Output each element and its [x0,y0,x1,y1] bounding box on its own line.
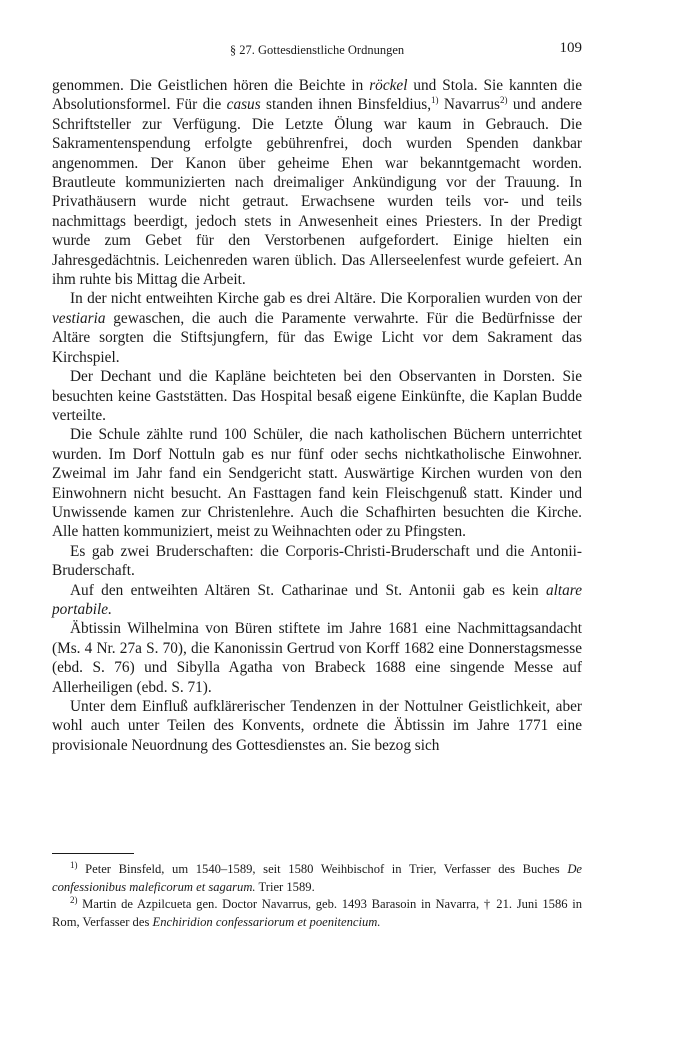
text-run: In der nicht entweihten Kirche gab es drei Altäre. Die Korporalien wurden von der [70,290,582,308]
paragraph [52,425,582,541]
footnotes [52,861,582,931]
text-run: und andere Schriftsteller zur Verfügung. Die Letzte Ölung war kaum in Gebrauch. Die Sakramentenspendung erfolgte gebührenfrei, doch wurden Spenden dankbar angenommen. Der Kanon über geheime Ehen war bekanntgemacht worden. Brautleute kommunizierten nach dreimaliger Ankündigung vor der Trauung. In Privathäusern wurde nicht getraut. Erwachsene wurden teils vor- und teils nachmittags beerdigt, jedoch stets in Anwesenheit eines Priesters. In der Predigt wurde zum Gebet für den Verstorbenen aufgefordert. Einige hielten ein Jahresgedächtnis. Leichenreden waren üblich. Das Allerseelenfest wurde gefeiert. An ihm ruhte bis Mittag die Arbeit. [52,96,582,289]
body-text [52,76,582,755]
text-run: Es gab zwei Bruderschaften: die Corporis-Christi-Bruderschaft und die Antonii-Bruderschaft. [52,542,582,580]
italic-text: altare portabile. [52,581,582,618]
italic-text: röckel [369,77,408,94]
text-run: Navarrus [438,96,500,114]
footnote-marker: 1) [70,859,78,870]
text-run: Die Schule zählte rund 100 Schüler, die nach katholischen Büchern unterrichtet wurden. Im Dorf Nottuln gab es nur fünf oder sechs nichtkatholische Einwohner. Zweimal im Jahr fand ein Sendgericht statt. Auswärtige Kirchen wurden von den Einwohnern nicht besucht. An Fasttagen fand kein Fleischgenuß statt. Kinder und Unwissende kamen zur Christenlehre. Auch die Schafhirten besuchten die Kirche. Alle hatten kommuniziert, meist zu Weihnachten oder zu Pfingsten. [52,426,582,541]
text-run: Der Dechant und die Kapläne beichteten bei den Observanten in Dorsten. Sie besuchten keine Gaststätten. Das Hospital besaß eigene Einkünfte, die Kaplan Budde verteilte. [52,368,582,424]
footnote [52,861,582,896]
paragraph [52,367,582,425]
paragraph [52,76,582,289]
footnote-marker: 2) [70,894,78,905]
text-run: Trier 1589. [255,879,315,894]
footnote [52,896,582,931]
text-run: und Stola. Sie kannten die Absolutionsformel. Für die [52,77,582,114]
page-number: 109 [559,40,582,56]
italic-text: vestiaria [52,309,106,327]
text-run: Äbtissin Wilhelmina von Büren stiftete im Jahre 1681 eine Nachmittagsandacht (Ms. 4 Nr. 27a S. 70), die Kanonissin Gertrud von Korff 1682 eine Donnerstagsmesse (ebd. S. 76) und Sibylla Agatha von Brabeck 1688 eine singende Messe auf Allerheiligen (ebd. S. 71). [52,620,582,696]
running-header [52,40,582,62]
text-run: standen ihnen Binsfeldius, [260,96,432,114]
italic-text: De confessionibus maleficorum et sagarum. [52,862,582,894]
text-run: Unter dem Einfluß aufklärerischer Tendenzen in der Nottulner Geistlichkeit, aber wohl auch unter Teilen des Konvents, ordnete die Äbtissin im Jahre 1771 eine provisionale Neuordnung des Gottesdienstes an. Sie bezog sich [52,698,582,754]
paragraph [52,289,582,367]
text-run: Martin de Azpilcueta gen. Doctor Navarrus, geb. 1493 Barasoin in Navarra, † 21. Juni 1586 in Rom, Verfasser des [52,897,582,929]
paragraph [52,619,582,697]
text-run: Auf den entweihten Altären St. Catharinae und St. Antonii gab es kein [70,581,547,599]
paragraph [52,697,582,755]
footnote-marker: 2) [500,95,508,106]
text-run: genommen. Die Geistlichen hören die Beichte in [52,77,370,94]
footnote-marker: 1) [431,95,439,106]
paragraph [52,542,582,581]
running-title: § 27. Gottesdienstliche Ordnungen [229,43,405,57]
italic-text: casus [226,96,261,114]
paragraph [52,581,582,620]
italic-text: Enchiridion confessariorum et poenitencium. [152,914,381,929]
book-page [52,40,582,755]
footnote-divider [52,853,134,854]
text-run: gewaschen, die auch die Paramente verwahrte. Für die Bedürfnisse der Altäre sorgten die Stiftsjungfern, für das Ewige Licht vor dem Sakrament das Kirchspiel. [52,309,582,366]
text-run: Peter Binsfeld, um 1540–1589, seit 1580 Weihbischof in Trier, Verfasser des Buches [77,862,568,876]
